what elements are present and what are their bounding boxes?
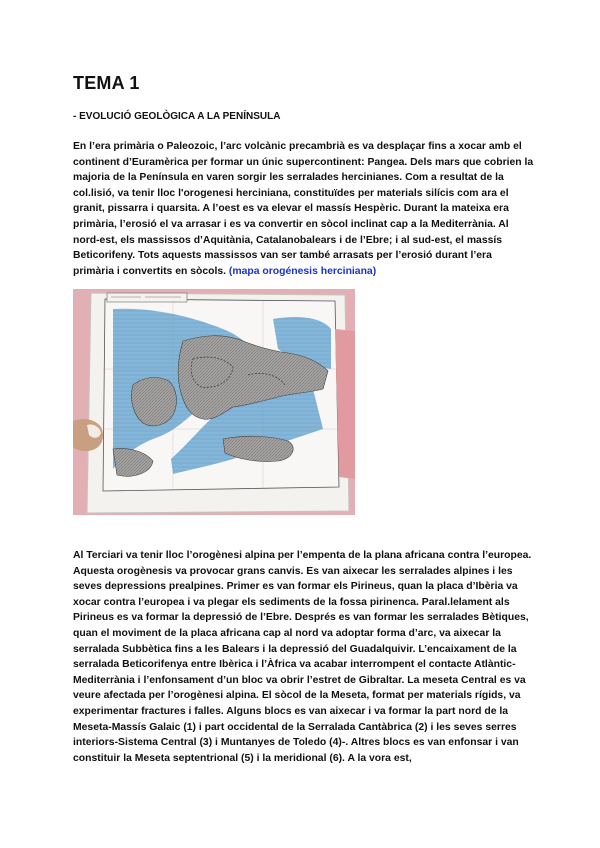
section-heading: - EVOLUCIÓ GEOLÒGICA A LA PENÍNSULA bbox=[73, 111, 281, 122]
hercynian-map-photo bbox=[73, 289, 355, 515]
paragraph-text: En l’era primària o Paleozoic, l’arc volcànic precambrià es va desplaçar fins a xocar amb el continent d’Euramèrica per formar un únic supercontinent: Pangea. Dels mars que cobrien la majoria de la Península en varen sorgir les serralades hercinianes. Com a resultat de la col.lisió, va tenir lloc l'orogenesi herciniana, constituïdes per materials silícis com ara el granit, pissarra i quarsita. A l’oest es va elevar el massís Hespèric. Durant la mateixa era primària, l’erosió el va arrasar i es va convertir en sòcol inclinat cap a la Mediterrània. Al nord-est, els massissos d’Aquitània, Catalanobalears i de l’Ebre; i al sud-est, el massís Beticorifeny. Tots aquests massissos van ser també arrasats per l’erosió durant l’era primària i convertits en sòcols. bbox=[73, 141, 534, 277]
map-photo-image bbox=[73, 289, 355, 515]
page-title: TEMA 1 bbox=[73, 73, 140, 93]
paragraph-paleozoic bbox=[73, 139, 535, 279]
paragraph-tertiary: Al Terciari va tenir lloc l’orogènesi alpina per l’empenta de la plana africana contra l’europea. Aquesta orogènesis va provocar grans canvis. Es van aixecar les serralades alpines i les seves depressions prealpines. Primer es van formar els Pirineus, quan la placa d’Ibèria va xocar contra l’europea i va plegar els sediments de la fossa pirinenca. Paral.lelament als Pirineus es va formar la depressió de l’Ebre. Després es van formar les serralades Bètiques, quan el moviment de la placa africana cap al nord va adoptar forma d’arc, va aixecar la serralada Subbètica fins a les Balears i la depressió del Guadalquivir. L’encaixament de la serralada Beticorifenya entre Ibèrica i l’Àfrica va acabar interrompent el contacte Atlàntic-Mediterrània i l’enfonsament d’un bloc va obrir l’estret de Gibraltar. La meseta Central es va veure afectada per l’orogènesi alpina. El sòcol de la Meseta, format per materials rígids, va experimentar fractures i falles. Alguns blocs es van aixecar i va formar la part nord de la Meseta-Massís Galaic (1) i part occidental de la Serralada Cantàbrica (2) i les seves serres interiors-Sistema Central (3) i Muntanyes de Toledo (4)-. Altres blocs es van enfonsar i van constituir la Meseta septentrional (5) i la meridional (6). A la vora est, bbox=[73, 550, 532, 764]
map-link[interactable]: (mapa orogénesis herciniana) bbox=[228, 265, 377, 277]
